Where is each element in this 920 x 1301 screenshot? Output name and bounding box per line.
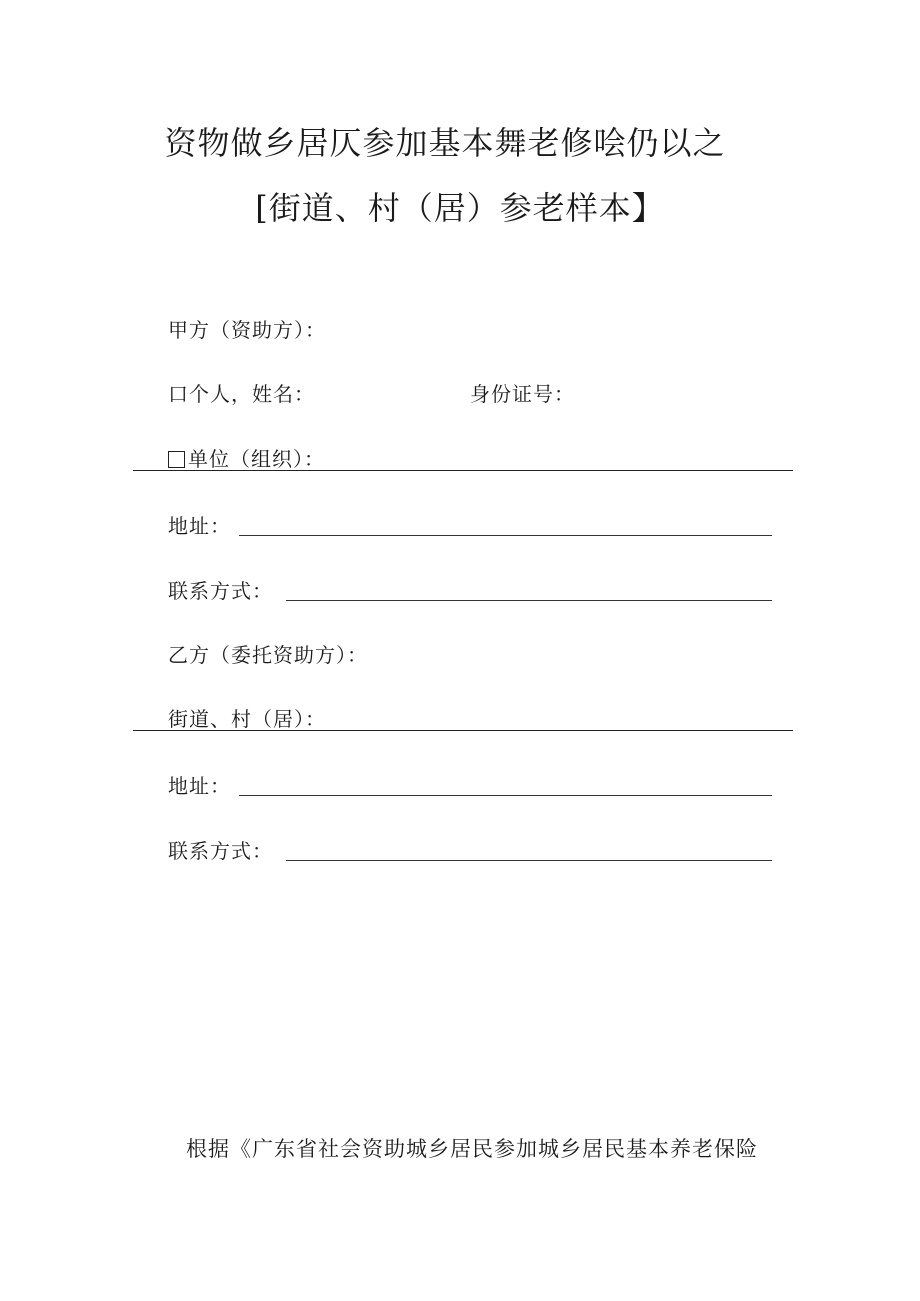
unit-label: 单位（组织）： — [188, 447, 325, 471]
street-village-label: 街道、村（居）： — [168, 707, 326, 731]
party-a-heading: 甲方（资助方）： — [168, 318, 326, 342]
document-subtitle: [街道、村（居）参老样本】 — [255, 189, 665, 227]
party-a-address-field[interactable] — [239, 535, 772, 536]
individual-row — [168, 380, 315, 408]
individual-name-label: 个人，姓名： — [189, 382, 315, 406]
party-a-contact-field[interactable] — [286, 600, 772, 601]
party-b-address-label: 地址： — [168, 774, 231, 798]
party-b-contact-label: 联系方式： — [168, 839, 273, 863]
party-b-address-field[interactable] — [239, 795, 772, 796]
party-b-heading: 乙方（委托资助方）： — [168, 643, 368, 667]
unit-divider-line — [133, 470, 793, 471]
document-title: 资物做乡居仄参加基本舞老修哙仍以之 — [164, 124, 726, 162]
party-a-address-label: 地址： — [168, 514, 231, 538]
party-a-contact-label: 联系方式： — [168, 579, 273, 603]
individual-checkbox-glyph[interactable]: 口 — [168, 382, 189, 406]
agreement-body-text: 根据《广东省社会资助城乡居民参加城乡居民基本养老保险 — [186, 1137, 758, 1161]
id-number-label: 身份证号： — [470, 382, 575, 406]
unit-checkbox[interactable] — [168, 451, 185, 468]
unit-row — [168, 445, 325, 473]
street-divider-line — [133, 730, 793, 731]
party-b-contact-field[interactable] — [286, 860, 772, 861]
